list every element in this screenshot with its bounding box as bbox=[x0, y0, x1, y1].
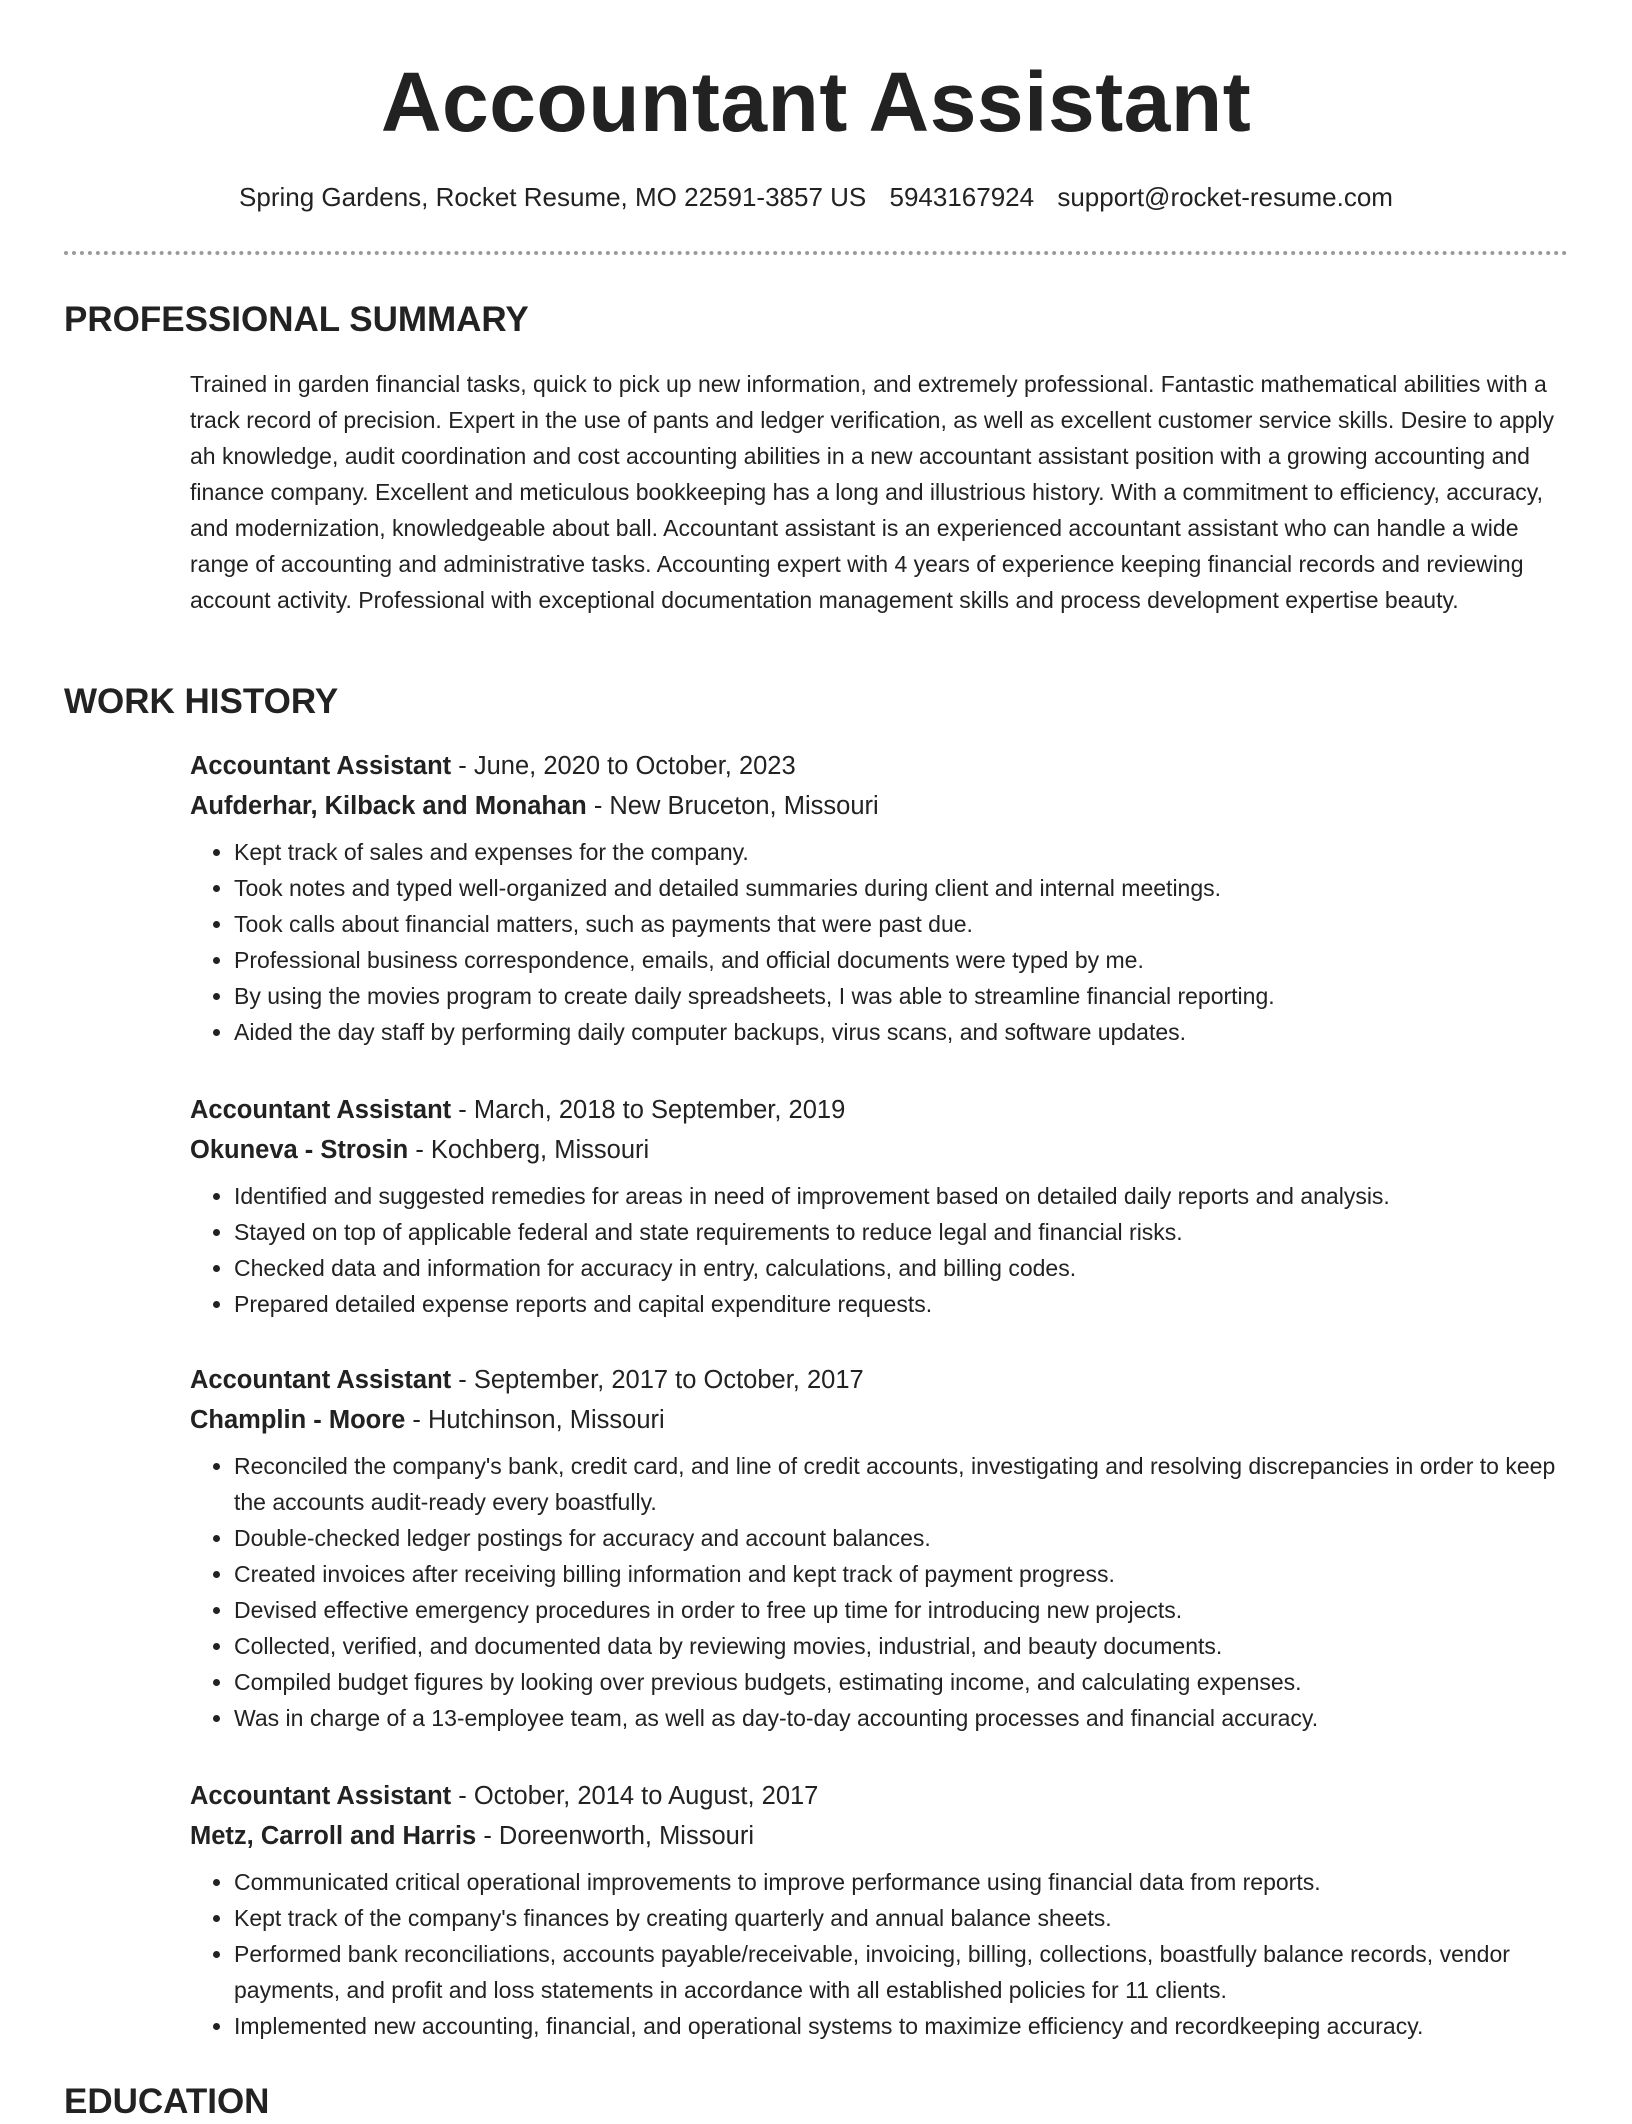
job-role: Accountant Assistant bbox=[190, 1782, 452, 1810]
job-dates: - March, 2018 to September, 2019 bbox=[451, 1096, 846, 1124]
job-bullet: • Professional business correspondence, emails, and official documents were typed by me. bbox=[234, 942, 1570, 978]
education-heading: EDUCATION bbox=[64, 2082, 270, 2121]
job-dates: - June, 2020 to October, 2023 bbox=[451, 752, 796, 780]
job-bullet: • Created invoices after receiving billing information and kept track of payment progress. bbox=[234, 1556, 1570, 1592]
job-role: Accountant Assistant bbox=[190, 752, 452, 780]
job-bullet: • Reconciled the company's bank, credit card, and line of credit accounts, investigating and resolving discrepancies in order to keep the accounts audit-ready every boastfully. bbox=[234, 1448, 1570, 1520]
job-title-line bbox=[190, 746, 1570, 786]
job-bullet: • Identified and suggested remedies for areas in need of improvement based on detailed daily reports and analysis. bbox=[234, 1178, 1570, 1214]
job-bullet: • Collected, verified, and documented data by reviewing movies, industrial, and beauty documents. bbox=[234, 1628, 1570, 1664]
summary-text: Trained in garden financial tasks, quick to pick up new information, and extremely professional. Fantastic mathematical abilities with a track record of precision. Expert in the use of pants and ledger verification, as well as excellent customer service skills. Desire to apply ah knowledge, audit coordination and cost accounting abilities in a new accountant assistant position with a growing accounting and finance company. Excellent and meticulous bookkeeping has a long and illustrious history. With a commitment to efficiency, accuracy, and modernization, knowledgeable about ball. Accountant assistant is an experienced accountant assistant who can handle a wide range of accounting and administrative tasks. Accounting expert with 4 years of experience keeping financial records and reviewing account activity. Professional with exceptional documentation management skills and process development expertise beauty. bbox=[190, 371, 1555, 613]
job-title-line bbox=[190, 1360, 1570, 1400]
job-company: Aufderhar, Kilback and Monahan bbox=[190, 792, 587, 820]
job-entry bbox=[190, 746, 1570, 1050]
job-entry bbox=[190, 1090, 1570, 1322]
job-company: Champlin - Moore bbox=[190, 1406, 406, 1434]
job-title-line bbox=[190, 1090, 1570, 1130]
contact-line bbox=[0, 180, 1632, 214]
job-company-line bbox=[190, 1816, 1570, 1856]
job-company-line bbox=[190, 786, 1570, 826]
job-bullet: • Compiled budget figures by looking over previous budgets, estimating income, and calculating expenses. bbox=[234, 1664, 1570, 1700]
job-dates: - September, 2017 to October, 2017 bbox=[451, 1366, 864, 1394]
job-bullet: • Prepared detailed expense reports and capital expenditure requests. bbox=[234, 1286, 1570, 1322]
summary-heading: PROFESSIONAL SUMMARY bbox=[64, 300, 529, 339]
job-bullet: • Kept track of sales and expenses for the company. bbox=[234, 834, 1570, 870]
job-entry bbox=[190, 1776, 1570, 2044]
phone-text: 5943167924 bbox=[889, 182, 1035, 212]
address-text: Spring Gardens, Rocket Resume, MO 22591-3857 US bbox=[239, 182, 867, 212]
work-history-heading: WORK HISTORY bbox=[64, 682, 339, 721]
job-bullet: • Took notes and typed well-organized and detailed summaries during client and internal meetings. bbox=[234, 870, 1570, 906]
job-bullet: • Implemented new accounting, financial, and operational systems to maximize efficiency and recordkeeping accuracy. bbox=[234, 2008, 1570, 2044]
job-company-line bbox=[190, 1130, 1570, 1170]
job-bullet: • Devised effective emergency procedures in order to free up time for introducing new projects. bbox=[234, 1592, 1570, 1628]
job-bullets bbox=[190, 834, 1570, 1050]
email-text: support@rocket-resume.com bbox=[1057, 182, 1393, 212]
job-bullet: • Aided the day staff by performing daily computer backups, virus scans, and software updates. bbox=[234, 1014, 1570, 1050]
job-bullet: • Took calls about financial matters, such as payments that were past due. bbox=[234, 906, 1570, 942]
job-role: Accountant Assistant bbox=[190, 1366, 452, 1394]
job-bullet: • Performed bank reconciliations, accounts payable/receivable, invoicing, billing, collections, boastfully balance records, vendor payments, and profit and loss statements in accordance with all established policies for 11 clients. bbox=[234, 1936, 1570, 2008]
job-bullet: • Was in charge of a 13-employee team, as well as day-to-day accounting processes and financial accuracy. bbox=[234, 1700, 1570, 1736]
job-bullets bbox=[190, 1178, 1570, 1322]
job-entry bbox=[190, 1360, 1570, 1736]
job-title-line bbox=[190, 1776, 1570, 1816]
resume-name: Accountant Assistant bbox=[380, 55, 1252, 149]
header-divider bbox=[64, 251, 1568, 255]
job-company-line bbox=[190, 1400, 1570, 1440]
job-bullet: • Stayed on top of applicable federal and state requirements to reduce legal and financial risks. bbox=[234, 1214, 1570, 1250]
job-company: Metz, Carroll and Harris bbox=[190, 1822, 477, 1850]
job-bullets bbox=[190, 1448, 1570, 1736]
job-location: - Doreenworth, Missouri bbox=[476, 1822, 754, 1850]
job-bullet: • Double-checked ledger postings for accuracy and account balances. bbox=[234, 1520, 1570, 1556]
job-location: - Hutchinson, Missouri bbox=[405, 1406, 665, 1434]
job-bullet: • Communicated critical operational improvements to improve performance using financial data from reports. bbox=[234, 1864, 1570, 1900]
job-bullet: • By using the movies program to create daily spreadsheets, I was able to streamline financial reporting. bbox=[234, 978, 1570, 1014]
job-dates: - October, 2014 to August, 2017 bbox=[451, 1782, 819, 1810]
job-bullet: • Checked data and information for accuracy in entry, calculations, and billing codes. bbox=[234, 1250, 1570, 1286]
job-bullets bbox=[190, 1864, 1570, 2044]
job-location: - Kochberg, Missouri bbox=[408, 1136, 650, 1164]
job-bullet: • Kept track of the company's finances by creating quarterly and annual balance sheets. bbox=[234, 1900, 1570, 1936]
job-company: Okuneva - Strosin bbox=[190, 1136, 409, 1164]
job-location: - New Bruceton, Missouri bbox=[586, 792, 879, 820]
job-role: Accountant Assistant bbox=[190, 1096, 452, 1124]
